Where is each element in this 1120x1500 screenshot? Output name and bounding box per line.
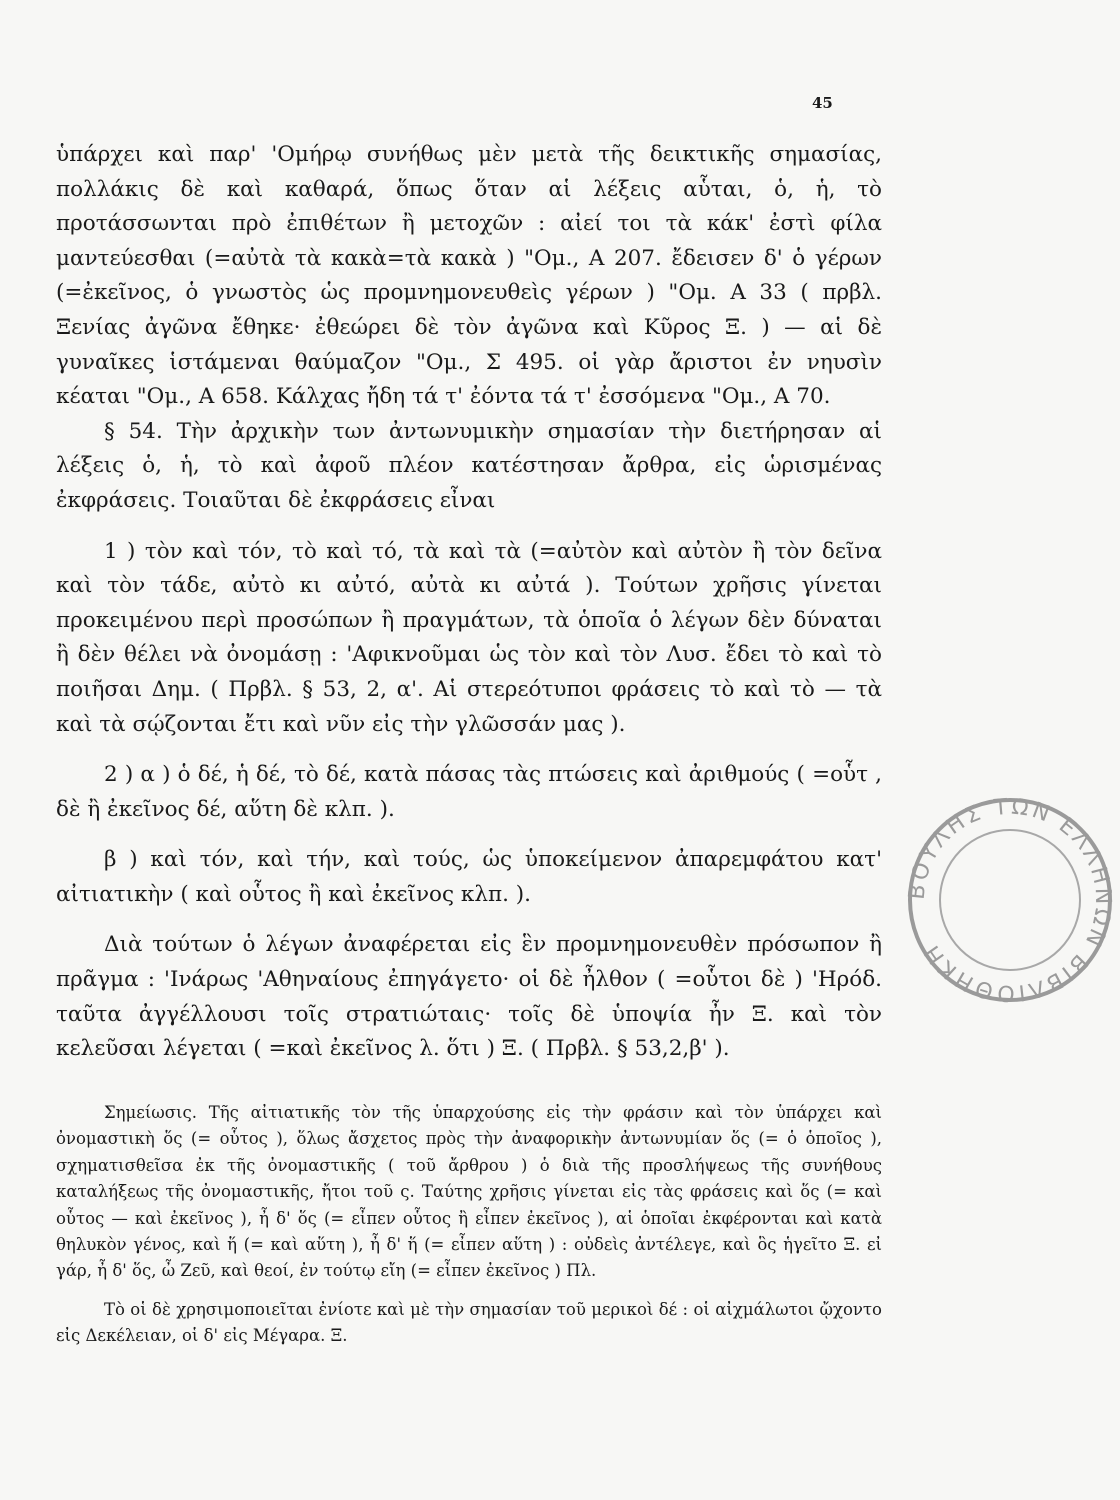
paragraph-item-2a: 2 ) α ) ὁ δέ, ἡ δέ, τὸ δέ, κατὰ πάσας τὰς πτώσεις καὶ ἀριθμούς ( =οὗτ , δὲ ἢ ἐκεῖνος δέ, αὕτη δὲ κλπ. ). (56, 762, 882, 822)
svg-text:ΒΟΥΛΗΣ ΤΩΝ ΕΛΛΗΝΩΝ ΒΙΒΛΙΟΘΗΚΗ (905, 795, 1116, 1006)
paragraph-item-1: 1 ) τὸν καὶ τόν, τὸ καὶ τό, τὰ καὶ τὰ (=αὐτὸν καὶ αὐτὸν ἢ τὸν δεῖνα καὶ τὸν τάδε, αὐτὸ κι αὐτό, αὐτὰ κι αὐτά ). Τούτων χρῆσις γίνεται προκειμένου περὶ προσώπων ἢ πραγμάτων, τὰ ὁποῖα ὁ λέγων δὲν δύναται ἢ δὲν θέλει νὰ ὀνομάσῃ : 'Αφικνοῦμαι ὡς τὸν καὶ τὸν Λυσ. ἔδει τὸ καὶ τὸ ποιῆσαι Δημ. ( Πρβλ. § 53, 2, α'. Αἱ στερεότυποι φράσεις τὸ καὶ τὸ — τὰ καὶ τὰ σῴζονται ἔτι καὶ νῦν εἰς τὴν γλῶσσάν μας ). (56, 538, 882, 737)
main-text (56, 138, 882, 1067)
paragraph-item-2b: β ) καὶ τόν, καὶ τήν, καὶ τούς, ὡς ὑποκείμενον ἀπαρεμφάτου κατ' αἰτιατικὴν ( καὶ οὗτος ἢ καὶ ἐκεῖνος κλπ. ). (56, 847, 882, 907)
paragraph-homer: ὑπάρχει καὶ παρ' 'Ομήρῳ συνήθως μὲν μετὰ τῆς δεικτικῆς σημασίας, πολλάκις δὲ καὶ καθαρά, ὅπως ὅταν αἱ λέξεις αὗται, ὁ, ἡ, τὸ προτάσσωνται πρὸ ἐπιθέτων ἢ μετοχῶν : αἰεί τοι τὰ κάκ' ἐστὶ φίλα μαντεύεσθαι (=αὐτὰ τὰ κακὰ=τὰ κακὰ ) "Ομ., Α 207. ἔδεισεν δ' ὁ γέρων (=ἐκεῖνος, ὁ γνωστὸς ὡς προμνημονευθεὶς γέρων ) "Ομ. Α 33 ( πρβλ. Ξενίας ἀγῶνα ἔθηκε· ἐθεώρει δὲ τὸν ἀγῶνα καὶ Κῦρος Ξ. ) — αἱ δὲ γυναῖκες ἱστάμεναι θαύμαζον "Ομ., Σ 495. οἱ γὰρ ἄριστοι ἐν νηυσὶν κέαται "Ομ., Α 658. Κάλχας ἤδη τά τ' ἐόντα τά τ' ἐσσόμενα "Ομ., Α 70. (56, 142, 882, 410)
paragraph-reference: Διὰ τούτων ὁ λέγων ἀναφέρεται εἰς ἓν προμνημονευθὲν πρόσωπον ἢ πρᾶγμα : 'Ινάρως 'Αθηναίους ἐπηγάγετο· οἱ δὲ ἦλθον ( =οὗτοι δὲ ) 'Ηρόδ. ταῦτα ἀγγέλλουσι τοῖς στρατιώταις· τοῖς δὲ ὑποψία ἦν Ξ. καὶ τὸν κελεῦσαι λέγεται ( =καὶ ἐκεῖνος λ. ὅτι ) Ξ. ( Πρβλ. § 53,2,β' ). (56, 932, 882, 1062)
paragraph-section-54: § 54. Τὴν ἀρχικὴν των ἀντωνυμικὴν σημασίαν τὴν διετήρησαν αἱ λέξεις ὁ, ἡ, τὸ καὶ ἀφοῦ πλέον κατέστησαν ἄρθρα, εἰς ὡρισμένας ἐκφράσεις. Τοιαῦται δὲ ἐκφράσεις εἶναι (56, 418, 882, 513)
library-stamp-icon (900, 790, 1120, 1010)
note-semeiosis: Σημείωσις. Τῆς αἰτιατικῆς τὸν τῆς ὑπαρχούσης εἰς τὴν φράσιν καὶ τὸν ὑπάρχει καὶ ὀνομαστικὴ ὅς (= οὗτος ), ὅλως ἄσχετος πρὸς τὴν ἀναφορικὴν ἀντωνυμίαν ὅς (= ὁ ὁποῖος ), σχηματισθεῖσα ἐκ τῆς ὀνομαστικῆς ( τοῦ ἄρθρου ) ὁ διὰ τῆς προσλήψεως τῆς συνήθους καταλήξεως τῆς ὀνομαστικῆς, ἤτοι τοῦ ς. Ταύτης χρῆσις γίνεται εἰς τὰς φράσεις καὶ ὅς (= καὶ οὗτος — καὶ ἐκεῖνος ), ἦ δ' ὅς (= εἶπεν οὗτος ἢ εἶπεν ἐκεῖνος ), αἱ ὁποῖαι ἐκφέρονται καὶ κατὰ θηλυκὸν γένος, καὶ ἥ (= καὶ αὕτη ), ἦ δ' ἥ (= εἶπεν αὕτη ) : οὐδεὶς ἀντέλεγε, καὶ ὃς ἡγεῖτο Ξ. εἰ γάρ, ἦ δ' ὅς, ὦ Ζεῦ, καὶ θεοί, ἐν τούτῳ εἴη (= εἶπεν ἐκεῖνος ) Πλ. (56, 1103, 882, 1281)
note-oi-de: Τὸ οἱ δὲ χρησιμοποιεῖται ἐνίοτε καὶ μὲ τὴν σημασίαν τοῦ μερικοὶ δέ : οἱ αἰχμάλωτοι ᾤχοντο εἰς Δεκέλειαν, οἱ δ' εἰς Μέγαρα. Ξ. (56, 1299, 882, 1346)
footnote-block (56, 1100, 882, 1350)
page-number: 45 (812, 94, 833, 112)
stamp-text: ΒΟΥΛΗΣ ΤΩΝ ΕΛΛΗΝΩΝ ΒΙΒΛΙΟΘΗΚΗ (904, 794, 1116, 1006)
